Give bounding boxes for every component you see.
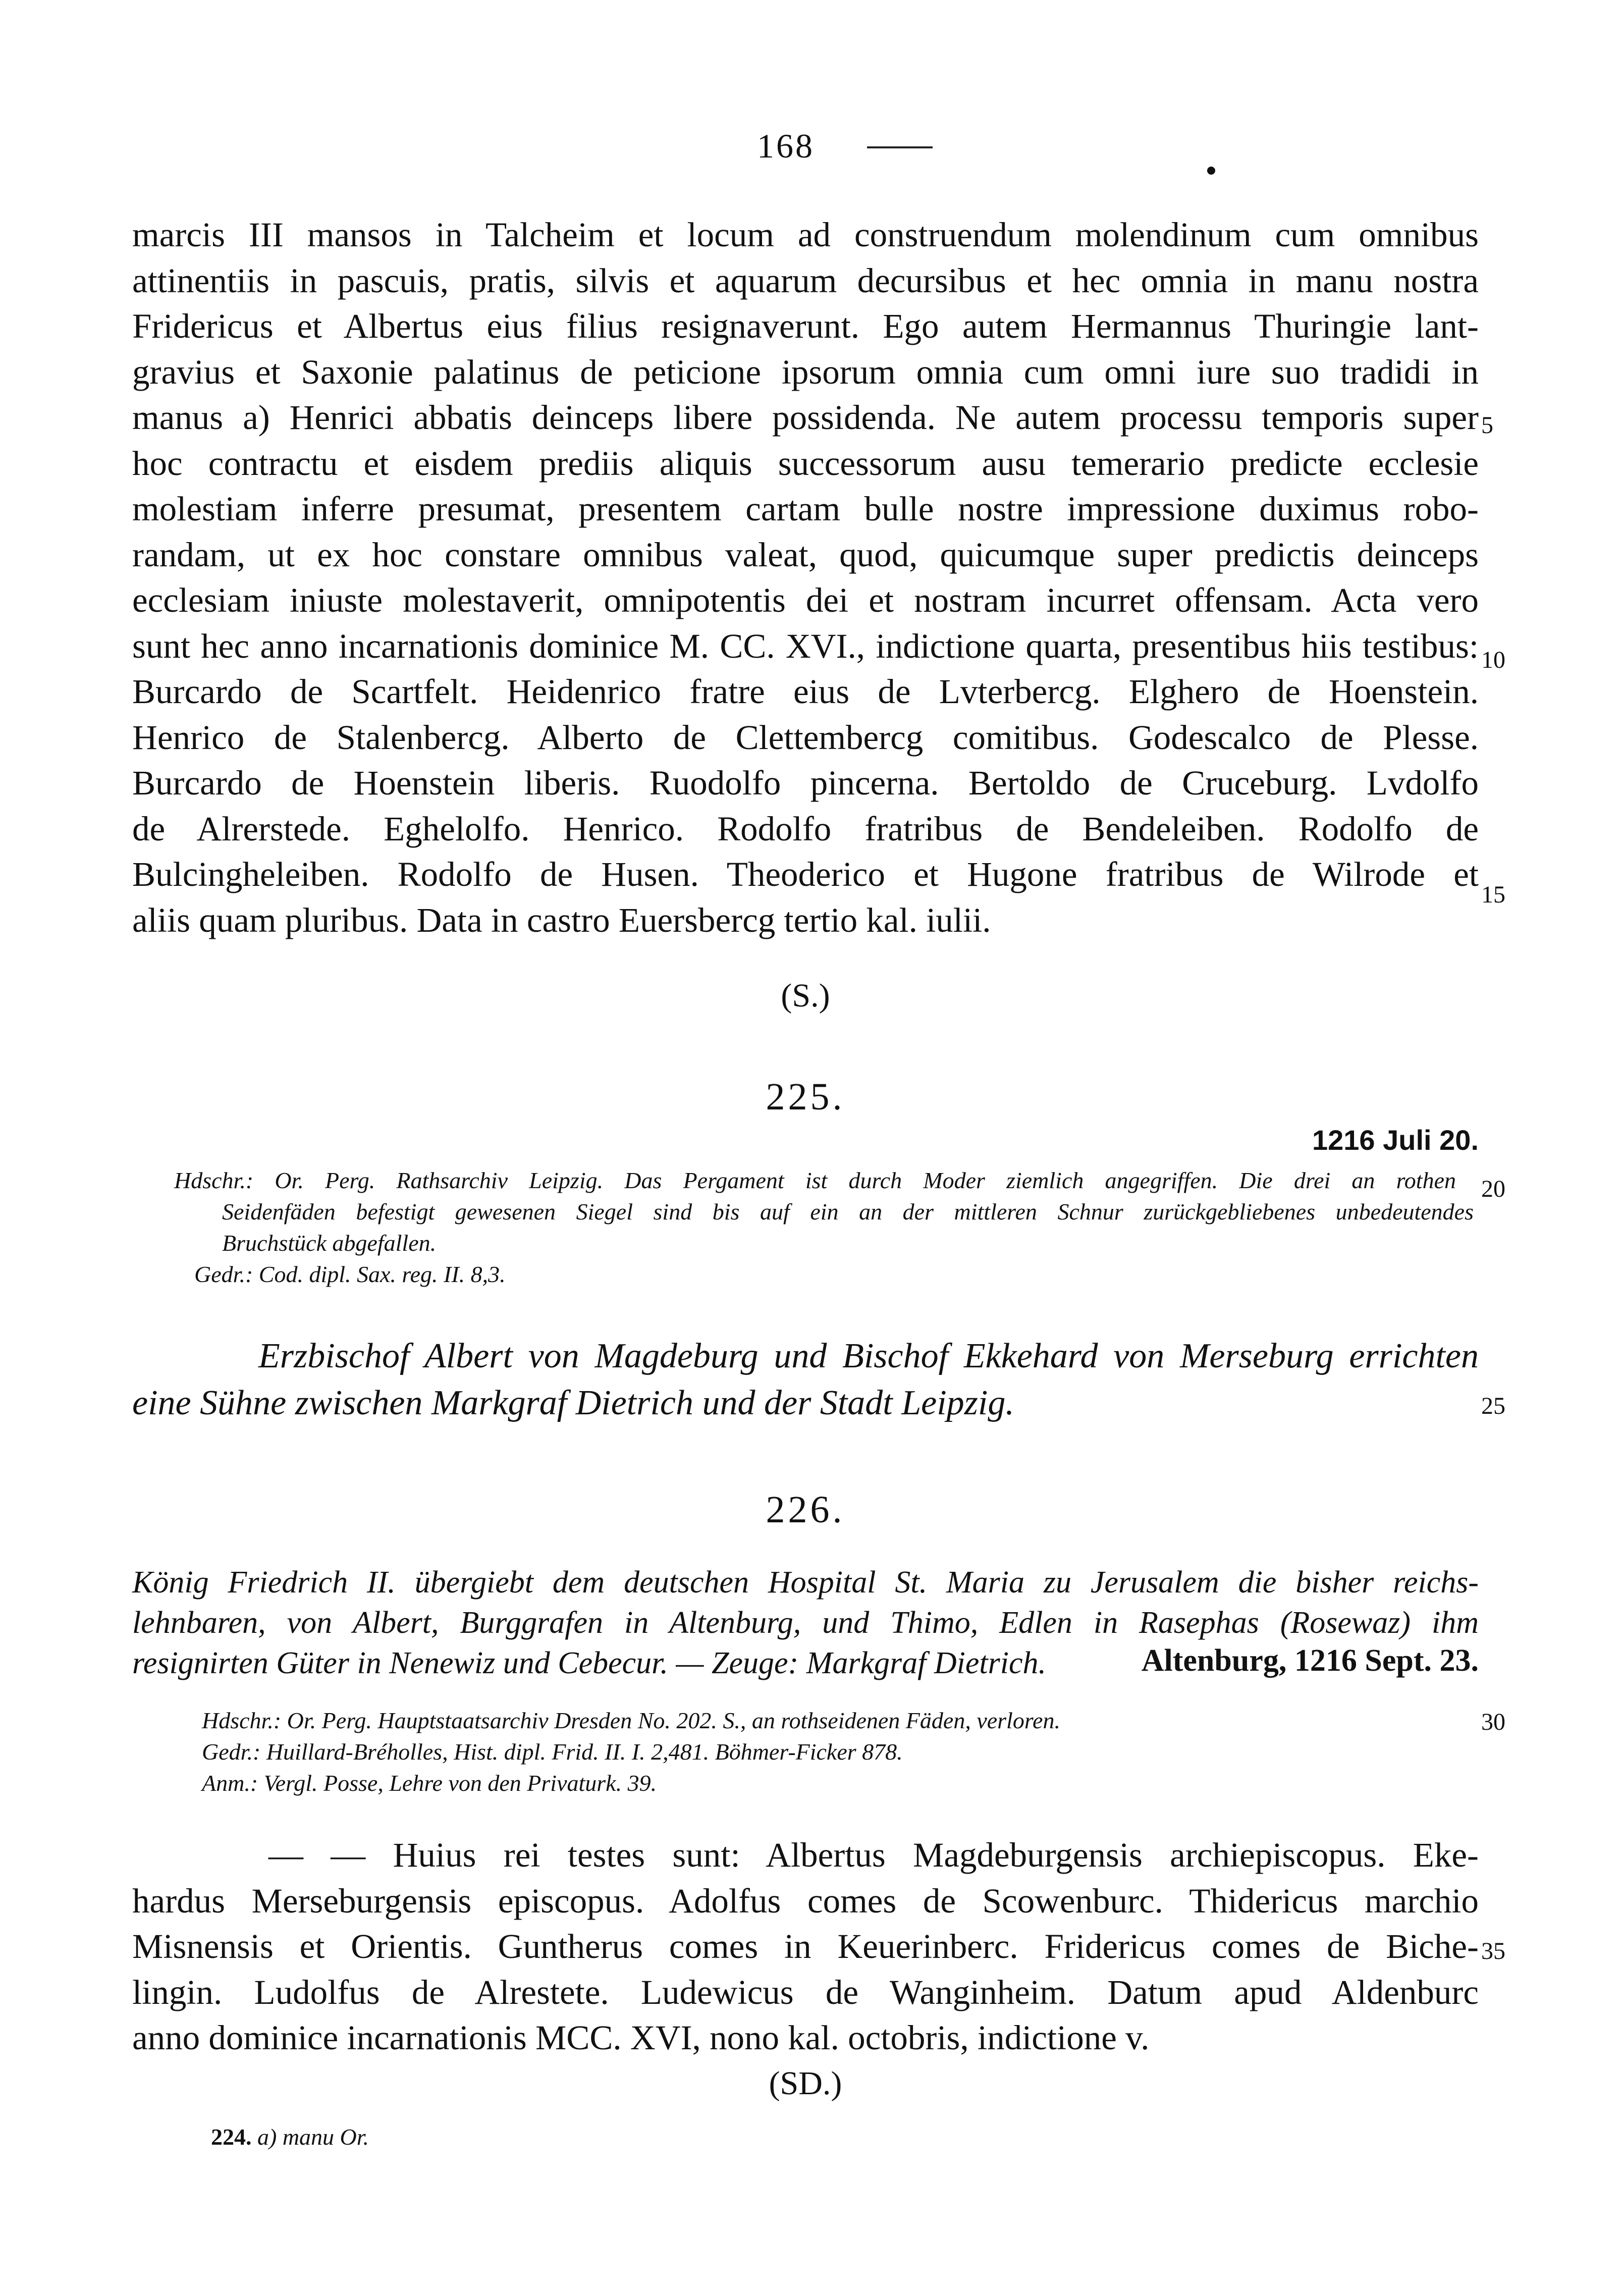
text-line: ecclesiam iniuste molestaverit, omnipotentis dei et nostram incurret offensam. Acta vero <box>132 581 1479 619</box>
footnote <box>211 2123 369 2150</box>
regest-line: eine Sühne zwischen Markgraf Dietrich und der Stadt Leipzig. <box>132 1384 1014 1422</box>
line-number: 35 <box>1481 1938 1505 1964</box>
main-text-block <box>132 212 1479 943</box>
line-number: 25 <box>1481 1393 1505 1419</box>
regest-line: Erzbischof Albert von Magdeburg und Bischof Ekkehard von Merseburg errichten <box>258 1337 1479 1375</box>
text-line: marcis III mansos in Talcheim et locum ad construendum molendinum cum omnibus <box>132 216 1479 254</box>
footnote-label: 224. <box>211 2124 252 2150</box>
document-number: 226. <box>766 1489 845 1531</box>
line-number: 20 <box>1481 1176 1505 1202</box>
line-number: 5 <box>1481 412 1493 439</box>
witness-text-block <box>132 1832 1479 2061</box>
text-line: Misnensis et Orientis. Guntherus comes in Keuerinberc. Fridericus comes de Biche- <box>132 1927 1479 1965</box>
seal-mark: (S.) <box>781 977 830 1014</box>
text-line: aliis quam pluribus. Data in castro Euersbercg tertio kal. iulii. <box>132 900 991 939</box>
text-line: de Alrerstede. Eghelolfo. Henrico. Rodolfo fratribus de Bendeleiben. Rodolfo de <box>132 809 1479 848</box>
apparatus-line: Gedr.: Cod. dipl. Sax. reg. II. 8,3. <box>194 1261 506 1287</box>
text-line: sunt hec anno incarnationis dominice M. CC. XVI., indictione quarta, presentibus hiis testibus: <box>132 626 1479 665</box>
apparatus-line: Anm.: Vergl. Posse, Lehre von den Privaturk. 39. <box>202 1770 657 1796</box>
text-line: hoc contractu et eisdem prediis aliquis successorum ausu temerario predicte ecclesie <box>132 444 1479 483</box>
ink-speck <box>1207 167 1215 175</box>
text-line: attinentiis in pascuis, pratis, silvis et aquarum decursibus et hec omnia in manu nostra <box>132 261 1479 300</box>
apparatus-line: Bruchstück abgefallen. <box>222 1230 437 1256</box>
line-number: 15 <box>1481 881 1505 908</box>
text-line: molestiam inferre presumat, presentem cartam bulle nostre impressione duximus robo- <box>132 490 1479 528</box>
text-line: lingin. Ludolfus de Alrestete. Ludewicus de Wanginheim. Datum apud Aldenburc <box>132 1973 1479 2011</box>
document-number: 225. <box>766 1076 845 1118</box>
text-line: hardus Merseburgensis episcopus. Adolfus comes de Scowenburc. Thidericus marchio <box>132 1881 1479 1920</box>
apparatus-line: Gedr.: Huillard-Bréholles, Hist. dipl. Frid. II. I. 2,481. Böhmer-Ficker 878. <box>202 1739 903 1765</box>
apparatus-line: Seidenfäden befestigt gewesenen Siegel sind bis auf ein an der mittleren Schnur zurückgebliebenes unbedeutendes <box>222 1199 1474 1225</box>
line-number: 10 <box>1481 647 1505 673</box>
text-line: manus a) Henrici abbatis deinceps libere possidenda. Ne autem processu temporis super <box>132 398 1479 437</box>
document-date: 1216 Juli 20. <box>1312 1124 1479 1156</box>
line-number: 30 <box>1481 1709 1505 1735</box>
text-line: gravius et Saxonie palatinus de peticione ipsorum omnia cum omni iure suo tradidi in <box>132 352 1479 391</box>
text-line: Bulcingheleiben. Rodolfo de Husen. Theoderico et Hugone fratribus de Wilrode et <box>132 855 1479 893</box>
page-number: 168 <box>757 127 815 165</box>
apparatus-line: Hdschr.: Or. Perg. Hauptstaatsarchiv Dresden No. 202. S., an rothseidenen Fäden, verloren. <box>202 1708 1060 1733</box>
text-line: randam, ut ex hoc constare omnibus valeat, quod, quicumque super predictis deinceps <box>132 535 1479 574</box>
text-line: Burcardo de Scartfelt. Heidenrico fratre eius de Lvterbercg. Elghero de Hoenstein. <box>132 672 1479 711</box>
header-rule <box>867 146 933 148</box>
regest-line: resignirten Güter in Nenewiz und Cebecur. — Zeuge: Markgraf Dietrich. <box>132 1646 1046 1680</box>
regest-225 <box>132 1333 1479 1426</box>
regest-line: lehnbaren, von Albert, Burggrafen in Altenburg, und Thimo, Edlen in Rasephas (Rosewaz) ihm <box>132 1606 1479 1640</box>
text-line: anno dominice incarnationis MCC. XVI, nono kal. octobris, indictione v. <box>132 2018 1150 2057</box>
text-line: Henrico de Stalenbercg. Alberto de Clettembercg comitibus. Godescalco de Plesse. <box>132 718 1479 757</box>
text-line: Burcardo de Hoenstein liberis. Ruodolfo pincerna. Bertoldo de Cruceburg. Lvdolfo <box>132 764 1479 802</box>
footnote-text: a) manu Or. <box>257 2124 369 2150</box>
regest-line: König Friedrich II. übergiebt dem deutschen Hospital St. Maria zu Jerusalem die bisher reichs- <box>132 1565 1479 1600</box>
place-date: Altenburg, 1216 Sept. 23. <box>1141 1643 1479 1678</box>
apparatus-line: Hdschr.: Or. Perg. Rathsarchiv Leipzig. Das Pergament ist durch Moder ziemlich angegriffen. Die drei an rothen <box>174 1167 1456 1193</box>
text-line: — — Huius rei testes sunt: Albertus Magdeburgensis archiepiscopus. Eke- <box>268 1836 1479 1874</box>
seal-mark: (SD.) <box>769 2065 842 2102</box>
text-line: Fridericus et Albertus eius filius resignaverunt. Ego autem Hermannus Thuringie lant- <box>132 307 1479 345</box>
